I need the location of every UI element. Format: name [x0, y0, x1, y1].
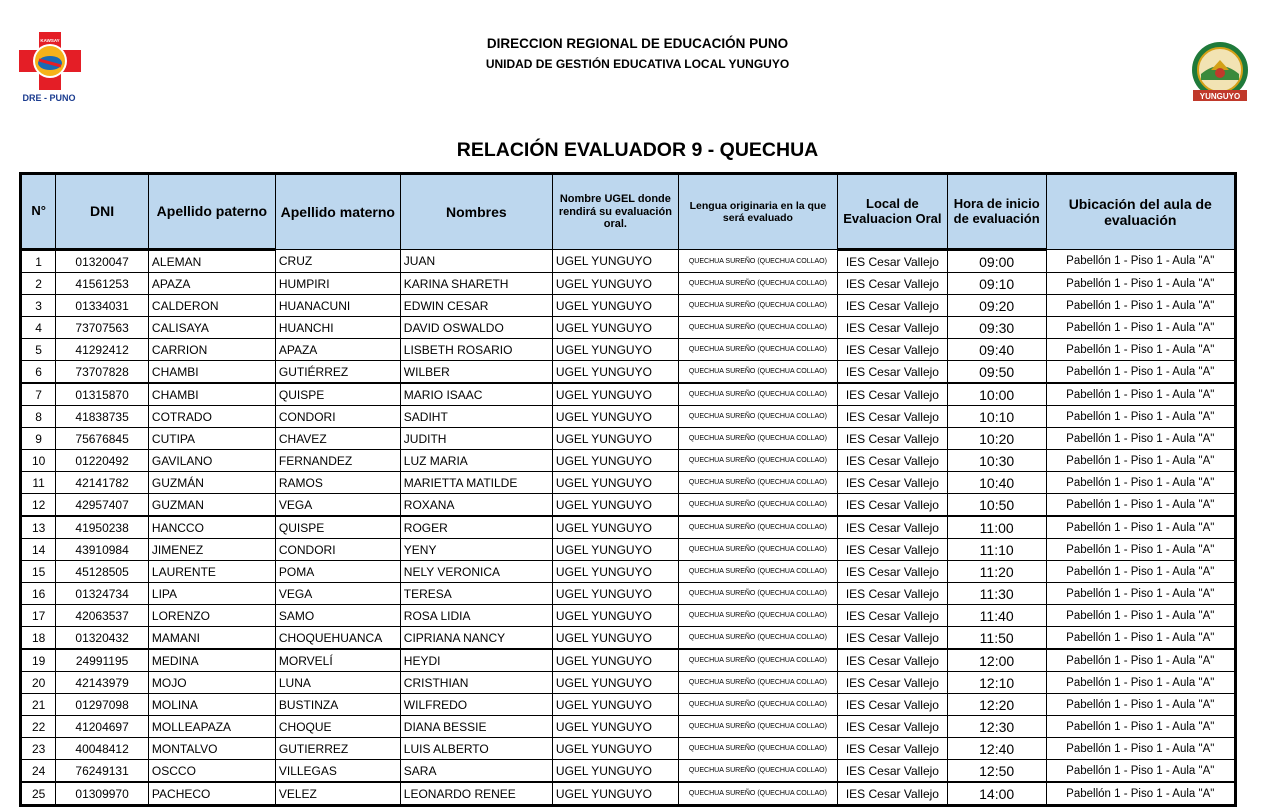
cell-number: 22: [21, 716, 56, 738]
table-row: [21, 716, 1236, 738]
cell-aula: Pabellón 1 - Piso 1 - Aula "A": [1046, 694, 1235, 716]
cell-dni: 01309970: [56, 782, 149, 806]
cell-hora: 12:10: [947, 672, 1046, 694]
cell-nombres: JUDITH: [400, 428, 552, 450]
cell-number: 20: [21, 672, 56, 694]
cell-lengua: QUECHUA SUREÑO (QUECHUA COLLAO): [678, 428, 837, 450]
cell-dni: 01220492: [56, 450, 149, 472]
cell-ugel: UGEL YUNGUYO: [552, 428, 678, 450]
cell-apellido-materno: RAMOS: [275, 472, 400, 494]
cell-nombres: MARIETTA MATILDE: [400, 472, 552, 494]
cell-local: IES Cesar Vallejo: [838, 605, 948, 627]
header-line-1: DIRECCION REGIONAL DE EDUCACIÓN PUNO: [486, 36, 789, 51]
cell-local: IES Cesar Vallejo: [838, 295, 948, 317]
cell-ugel: UGEL YUNGUYO: [552, 605, 678, 627]
cell-lengua: QUECHUA SUREÑO (QUECHUA COLLAO): [678, 782, 837, 806]
cell-number: 5: [21, 339, 56, 361]
cell-dni: 43910984: [56, 539, 149, 561]
cell-ugel: UGEL YUNGUYO: [552, 539, 678, 561]
cell-lengua: QUECHUA SUREÑO (QUECHUA COLLAO): [678, 627, 837, 650]
cell-nombres: KARINA SHARETH: [400, 273, 552, 295]
cell-ugel: UGEL YUNGUYO: [552, 561, 678, 583]
cell-number: 19: [21, 649, 56, 672]
right-logo-ribbon: YUNGUYO: [1199, 92, 1241, 101]
col-header-hora: Hora de inicio de evaluación: [947, 174, 1046, 250]
cell-ugel: UGEL YUNGUYO: [552, 716, 678, 738]
cell-apellido-paterno: HANCCO: [148, 516, 275, 539]
cell-apellido-paterno: CUTIPA: [148, 428, 275, 450]
cell-apellido-paterno: APAZA: [148, 273, 275, 295]
cell-lengua: QUECHUA SUREÑO (QUECHUA COLLAO): [678, 539, 837, 561]
cell-hora: 10:00: [947, 383, 1046, 406]
cell-apellido-paterno: MOLINA: [148, 694, 275, 716]
cell-apellido-materno: HUANACUNI: [275, 295, 400, 317]
cell-hora: 09:50: [947, 361, 1046, 384]
cell-lengua: QUECHUA SUREÑO (QUECHUA COLLAO): [678, 450, 837, 472]
cell-dni: 01334031: [56, 295, 149, 317]
table-row: [21, 273, 1236, 295]
cell-apellido-paterno: CALISAYA: [148, 317, 275, 339]
cell-hora: 12:40: [947, 738, 1046, 760]
cell-dni: 42143979: [56, 672, 149, 694]
cell-hora: 09:10: [947, 273, 1046, 295]
cell-hora: 11:20: [947, 561, 1046, 583]
cell-lengua: QUECHUA SUREÑO (QUECHUA COLLAO): [678, 605, 837, 627]
cell-ugel: UGEL YUNGUYO: [552, 450, 678, 472]
cell-ugel: UGEL YUNGUYO: [552, 317, 678, 339]
cell-number: 18: [21, 627, 56, 650]
cell-nombres: WILBER: [400, 361, 552, 384]
cell-lengua: QUECHUA SUREÑO (QUECHUA COLLAO): [678, 317, 837, 339]
table-row: [21, 539, 1236, 561]
cell-dni: 01324734: [56, 583, 149, 605]
cell-aula: Pabellón 1 - Piso 1 - Aula "A": [1046, 738, 1235, 760]
cell-dni: 41292412: [56, 339, 149, 361]
cell-dni: 41838735: [56, 406, 149, 428]
table-header-row: [21, 174, 1236, 250]
cell-apellido-paterno: OSCCO: [148, 760, 275, 783]
cell-nombres: ROGER: [400, 516, 552, 539]
cell-apellido-paterno: JIMENEZ: [148, 539, 275, 561]
cell-dni: 73707828: [56, 361, 149, 384]
cell-nombres: MARIO ISAAC: [400, 383, 552, 406]
cell-dni: 41561253: [56, 273, 149, 295]
cell-aula: Pabellón 1 - Piso 1 - Aula "A": [1046, 494, 1235, 517]
cell-lengua: QUECHUA SUREÑO (QUECHUA COLLAO): [678, 738, 837, 760]
cell-lengua: QUECHUA SUREÑO (QUECHUA COLLAO): [678, 472, 837, 494]
cell-aula: Pabellón 1 - Piso 1 - Aula "A": [1046, 760, 1235, 783]
cell-apellido-materno: VEGA: [275, 583, 400, 605]
cell-nombres: TERESA: [400, 583, 552, 605]
cell-local: IES Cesar Vallejo: [838, 694, 948, 716]
cell-local: IES Cesar Vallejo: [838, 273, 948, 295]
cell-hora: 11:50: [947, 627, 1046, 650]
cell-lengua: QUECHUA SUREÑO (QUECHUA COLLAO): [678, 716, 837, 738]
cell-apellido-materno: POMA: [275, 561, 400, 583]
cell-lengua: QUECHUA SUREÑO (QUECHUA COLLAO): [678, 494, 837, 517]
table-row: [21, 649, 1236, 672]
cell-nombres: SADIHT: [400, 406, 552, 428]
cell-apellido-paterno: ALEMAN: [148, 250, 275, 273]
cell-lengua: QUECHUA SUREÑO (QUECHUA COLLAO): [678, 583, 837, 605]
table-row: [21, 494, 1236, 517]
cell-dni: 76249131: [56, 760, 149, 783]
cell-nombres: YENY: [400, 539, 552, 561]
cell-apellido-materno: CHOQUEHUANCA: [275, 627, 400, 650]
cell-hora: 09:30: [947, 317, 1046, 339]
cell-aula: Pabellón 1 - Piso 1 - Aula "A": [1046, 339, 1235, 361]
cell-local: IES Cesar Vallejo: [838, 627, 948, 650]
cell-nombres: WILFREDO: [400, 694, 552, 716]
cell-apellido-materno: QUISPE: [275, 516, 400, 539]
table-row: [21, 317, 1236, 339]
cell-ugel: UGEL YUNGUYO: [552, 361, 678, 384]
cell-number: 4: [21, 317, 56, 339]
cell-lengua: QUECHUA SUREÑO (QUECHUA COLLAO): [678, 361, 837, 384]
cell-dni: 01297098: [56, 694, 149, 716]
cell-local: IES Cesar Vallejo: [838, 450, 948, 472]
cell-hora: 09:20: [947, 295, 1046, 317]
cell-number: 13: [21, 516, 56, 539]
cell-lengua: QUECHUA SUREÑO (QUECHUA COLLAO): [678, 516, 837, 539]
cell-nombres: HEYDI: [400, 649, 552, 672]
cell-number: 8: [21, 406, 56, 428]
table-row: [21, 516, 1236, 539]
cell-apellido-materno: CRUZ: [275, 250, 400, 273]
cell-local: IES Cesar Vallejo: [838, 583, 948, 605]
col-header-nombres: Nombres: [400, 174, 552, 250]
cell-local: IES Cesar Vallejo: [838, 472, 948, 494]
cell-ugel: UGEL YUNGUYO: [552, 760, 678, 783]
cell-apellido-paterno: CALDERON: [148, 295, 275, 317]
cell-nombres: SARA: [400, 760, 552, 783]
cell-lengua: QUECHUA SUREÑO (QUECHUA COLLAO): [678, 561, 837, 583]
cell-apellido-paterno: MEDINA: [148, 649, 275, 672]
cell-local: IES Cesar Vallejo: [838, 760, 948, 783]
cell-nombres: LISBETH ROSARIO: [400, 339, 552, 361]
cell-local: IES Cesar Vallejo: [838, 738, 948, 760]
cell-aula: Pabellón 1 - Piso 1 - Aula "A": [1046, 472, 1235, 494]
left-logo-top-text: KAWSAY: [40, 38, 60, 43]
cell-dni: 42063537: [56, 605, 149, 627]
cell-dni: 01320432: [56, 627, 149, 650]
cell-hora: 10:30: [947, 450, 1046, 472]
col-header-ugel: Nombre UGEL donde rendirá su evaluación oral.: [552, 174, 678, 250]
cell-apellido-materno: CONDORI: [275, 406, 400, 428]
cell-aula: Pabellón 1 - Piso 1 - Aula "A": [1046, 295, 1235, 317]
cell-hora: 12:00: [947, 649, 1046, 672]
cell-lengua: QUECHUA SUREÑO (QUECHUA COLLAO): [678, 295, 837, 317]
cell-ugel: UGEL YUNGUYO: [552, 472, 678, 494]
cell-nombres: ROSA LIDIA: [400, 605, 552, 627]
cell-number: 24: [21, 760, 56, 783]
table-body: [21, 250, 1236, 806]
table-row: [21, 339, 1236, 361]
cell-number: 21: [21, 694, 56, 716]
cell-number: 11: [21, 472, 56, 494]
cell-aula: Pabellón 1 - Piso 1 - Aula "A": [1046, 649, 1235, 672]
cell-apellido-paterno: GUZMÁN: [148, 472, 275, 494]
cell-ugel: UGEL YUNGUYO: [552, 738, 678, 760]
cell-local: IES Cesar Vallejo: [838, 406, 948, 428]
cell-apellido-paterno: LIPA: [148, 583, 275, 605]
cell-ugel: UGEL YUNGUYO: [552, 782, 678, 806]
cell-lengua: QUECHUA SUREÑO (QUECHUA COLLAO): [678, 649, 837, 672]
cell-hora: 12:30: [947, 716, 1046, 738]
cell-aula: Pabellón 1 - Piso 1 - Aula "A": [1046, 716, 1235, 738]
col-header-aula: Ubicación del aula de evaluación: [1046, 174, 1235, 250]
cell-apellido-paterno: GUZMAN: [148, 494, 275, 517]
cell-number: 16: [21, 583, 56, 605]
table-row: [21, 605, 1236, 627]
cell-aula: Pabellón 1 - Piso 1 - Aula "A": [1046, 539, 1235, 561]
cell-hora: 10:40: [947, 472, 1046, 494]
cell-nombres: ROXANA: [400, 494, 552, 517]
cell-apellido-materno: SAMO: [275, 605, 400, 627]
cell-dni: 40048412: [56, 738, 149, 760]
cell-nombres: LEONARDO RENEE: [400, 782, 552, 806]
cell-local: IES Cesar Vallejo: [838, 361, 948, 384]
cell-aula: Pabellón 1 - Piso 1 - Aula "A": [1046, 605, 1235, 627]
cell-hora: 10:20: [947, 428, 1046, 450]
cell-local: IES Cesar Vallejo: [838, 716, 948, 738]
cell-dni: 73707563: [56, 317, 149, 339]
cell-hora: 11:40: [947, 605, 1046, 627]
table-row: [21, 782, 1236, 806]
cell-local: IES Cesar Vallejo: [838, 317, 948, 339]
cell-ugel: UGEL YUNGUYO: [552, 494, 678, 517]
cell-aula: Pabellón 1 - Piso 1 - Aula "A": [1046, 428, 1235, 450]
cell-hora: 11:30: [947, 583, 1046, 605]
cell-apellido-paterno: MONTALVO: [148, 738, 275, 760]
cell-apellido-paterno: MOLLEAPAZA: [148, 716, 275, 738]
header-line-2: UNIDAD DE GESTIÓN EDUCATIVA LOCAL YUNGUYO: [485, 57, 790, 71]
cell-number: 1: [21, 250, 56, 273]
cell-lengua: QUECHUA SUREÑO (QUECHUA COLLAO): [678, 760, 837, 783]
col-header-lengua: Lengua originaria en la que será evaluado: [678, 174, 837, 250]
cell-number: 7: [21, 383, 56, 406]
cell-apellido-paterno: CHAMBI: [148, 383, 275, 406]
cell-number: 17: [21, 605, 56, 627]
cell-apellido-materno: HUMPIRI: [275, 273, 400, 295]
cell-hora: 12:20: [947, 694, 1046, 716]
cell-local: IES Cesar Vallejo: [838, 516, 948, 539]
cell-local: IES Cesar Vallejo: [838, 339, 948, 361]
cell-aula: Pabellón 1 - Piso 1 - Aula "A": [1046, 250, 1235, 273]
cell-apellido-materno: APAZA: [275, 339, 400, 361]
cell-local: IES Cesar Vallejo: [838, 494, 948, 517]
cell-aula: Pabellón 1 - Piso 1 - Aula "A": [1046, 450, 1235, 472]
cell-ugel: UGEL YUNGUYO: [552, 694, 678, 716]
cell-local: IES Cesar Vallejo: [838, 250, 948, 273]
cell-apellido-materno: BUSTINZA: [275, 694, 400, 716]
cell-dni: 41950238: [56, 516, 149, 539]
cell-hora: 09:00: [947, 250, 1046, 273]
cell-local: IES Cesar Vallejo: [838, 649, 948, 672]
cell-ugel: UGEL YUNGUYO: [552, 273, 678, 295]
cell-number: 12: [21, 494, 56, 517]
col-header-apellido-materno: Apellido materno: [275, 174, 400, 250]
cell-apellido-materno: GUTIERREZ: [275, 738, 400, 760]
cell-ugel: UGEL YUNGUYO: [552, 649, 678, 672]
cell-aula: Pabellón 1 - Piso 1 - Aula "A": [1046, 583, 1235, 605]
table-row: [21, 561, 1236, 583]
cell-nombres: JUAN: [400, 250, 552, 273]
cell-apellido-materno: VELEZ: [275, 782, 400, 806]
cell-apellido-materno: QUISPE: [275, 383, 400, 406]
cell-hora: 12:50: [947, 760, 1046, 783]
cell-ugel: UGEL YUNGUYO: [552, 383, 678, 406]
cell-ugel: UGEL YUNGUYO: [552, 627, 678, 650]
cell-aula: Pabellón 1 - Piso 1 - Aula "A": [1046, 406, 1235, 428]
cell-number: 25: [21, 782, 56, 806]
table-row: [21, 295, 1236, 317]
cell-lengua: QUECHUA SUREÑO (QUECHUA COLLAO): [678, 273, 837, 295]
cell-dni: 24991195: [56, 649, 149, 672]
cell-dni: 01315870: [56, 383, 149, 406]
cell-nombres: EDWIN CESAR: [400, 295, 552, 317]
cell-apellido-materno: FERNANDEZ: [275, 450, 400, 472]
cell-aula: Pabellón 1 - Piso 1 - Aula "A": [1046, 561, 1235, 583]
cell-aula: Pabellón 1 - Piso 1 - Aula "A": [1046, 317, 1235, 339]
cell-hora: 11:00: [947, 516, 1046, 539]
cell-number: 14: [21, 539, 56, 561]
cell-apellido-paterno: LORENZO: [148, 605, 275, 627]
cell-aula: Pabellón 1 - Piso 1 - Aula "A": [1046, 383, 1235, 406]
table-row: [21, 583, 1236, 605]
cell-ugel: UGEL YUNGUYO: [552, 250, 678, 273]
col-header-local: Local de Evaluacion Oral: [838, 174, 948, 250]
cell-lengua: QUECHUA SUREÑO (QUECHUA COLLAO): [678, 339, 837, 361]
cell-local: IES Cesar Vallejo: [838, 539, 948, 561]
cell-nombres: NELY VERONICA: [400, 561, 552, 583]
cell-aula: Pabellón 1 - Piso 1 - Aula "A": [1046, 273, 1235, 295]
cell-apellido-materno: VEGA: [275, 494, 400, 517]
cell-local: IES Cesar Vallejo: [838, 672, 948, 694]
evaluator-table: [19, 172, 1237, 807]
cell-apellido-paterno: MOJO: [148, 672, 275, 694]
cell-apellido-materno: MORVELÍ: [275, 649, 400, 672]
page-title: RELACIÓN EVALUADOR 9 - QUECHUA: [456, 139, 819, 161]
cell-hora: 10:10: [947, 406, 1046, 428]
left-logo-caption: DRE - PUNO: [22, 93, 76, 103]
cell-apellido-materno: HUANCHI: [275, 317, 400, 339]
cell-apellido-materno: LUNA: [275, 672, 400, 694]
cell-aula: Pabellón 1 - Piso 1 - Aula "A": [1046, 361, 1235, 384]
cell-apellido-materno: CHOQUE: [275, 716, 400, 738]
cell-nombres: LUIS ALBERTO: [400, 738, 552, 760]
cell-apellido-paterno: CHAMBI: [148, 361, 275, 384]
cell-number: 23: [21, 738, 56, 760]
cell-dni: 01320047: [56, 250, 149, 273]
cell-lengua: QUECHUA SUREÑO (QUECHUA COLLAO): [678, 406, 837, 428]
cell-number: 10: [21, 450, 56, 472]
cell-number: 2: [21, 273, 56, 295]
cell-aula: Pabellón 1 - Piso 1 - Aula "A": [1046, 672, 1235, 694]
cell-dni: 42957407: [56, 494, 149, 517]
col-header-apellido-paterno: Apellido paterno: [148, 174, 275, 250]
cell-aula: Pabellón 1 - Piso 1 - Aula "A": [1046, 627, 1235, 650]
table-row: [21, 406, 1236, 428]
cell-number: 3: [21, 295, 56, 317]
cell-nombres: LUZ MARIA: [400, 450, 552, 472]
cell-ugel: UGEL YUNGUYO: [552, 516, 678, 539]
cell-lengua: QUECHUA SUREÑO (QUECHUA COLLAO): [678, 672, 837, 694]
cell-lengua: QUECHUA SUREÑO (QUECHUA COLLAO): [678, 694, 837, 716]
cell-hora: 14:00: [947, 782, 1046, 806]
table-row: [21, 361, 1236, 384]
cell-lengua: QUECHUA SUREÑO (QUECHUA COLLAO): [678, 250, 837, 273]
table-row: [21, 760, 1236, 783]
cell-hora: 11:10: [947, 539, 1046, 561]
cell-apellido-paterno: GAVILANO: [148, 450, 275, 472]
cell-number: 6: [21, 361, 56, 384]
cell-number: 15: [21, 561, 56, 583]
cell-ugel: UGEL YUNGUYO: [552, 406, 678, 428]
cell-apellido-paterno: MAMANI: [148, 627, 275, 650]
cell-apellido-paterno: LAURENTE: [148, 561, 275, 583]
cell-local: IES Cesar Vallejo: [838, 428, 948, 450]
cell-apellido-materno: CHAVEZ: [275, 428, 400, 450]
cell-apellido-paterno: COTRADO: [148, 406, 275, 428]
cell-apellido-paterno: PACHECO: [148, 782, 275, 806]
cell-local: IES Cesar Vallejo: [838, 561, 948, 583]
cell-dni: 41204697: [56, 716, 149, 738]
cell-nombres: CRISTHIAN: [400, 672, 552, 694]
table-row: [21, 694, 1236, 716]
table-row: [21, 250, 1236, 273]
table-row: [21, 672, 1236, 694]
table-row: [21, 738, 1236, 760]
cell-hora: 10:50: [947, 494, 1046, 517]
cell-aula: Pabellón 1 - Piso 1 - Aula "A": [1046, 516, 1235, 539]
cell-dni: 45128505: [56, 561, 149, 583]
cell-ugel: UGEL YUNGUYO: [552, 583, 678, 605]
cell-apellido-materno: CONDORI: [275, 539, 400, 561]
table-row: [21, 472, 1236, 494]
cell-ugel: UGEL YUNGUYO: [552, 672, 678, 694]
cell-apellido-paterno: CARRION: [148, 339, 275, 361]
cell-apellido-materno: VILLEGAS: [275, 760, 400, 783]
cell-nombres: DAVID OSWALDO: [400, 317, 552, 339]
cell-aula: Pabellón 1 - Piso 1 - Aula "A": [1046, 782, 1235, 806]
cell-nombres: CIPRIANA NANCY: [400, 627, 552, 650]
cell-dni: 42141782: [56, 472, 149, 494]
cell-apellido-materno: GUTIÉRREZ: [275, 361, 400, 384]
cell-local: IES Cesar Vallejo: [838, 782, 948, 806]
col-header-dni: DNI: [56, 174, 149, 250]
cell-number: 9: [21, 428, 56, 450]
table-row: [21, 428, 1236, 450]
cell-nombres: DIANA BESSIE: [400, 716, 552, 738]
col-header-n: N°: [21, 174, 56, 250]
table-row: [21, 450, 1236, 472]
cell-lengua: QUECHUA SUREÑO (QUECHUA COLLAO): [678, 383, 837, 406]
cell-ugel: UGEL YUNGUYO: [552, 339, 678, 361]
cell-local: IES Cesar Vallejo: [838, 383, 948, 406]
table-row: [21, 383, 1236, 406]
table-row: [21, 627, 1236, 650]
cell-hora: 09:40: [947, 339, 1046, 361]
cell-ugel: UGEL YUNGUYO: [552, 295, 678, 317]
cell-dni: 75676845: [56, 428, 149, 450]
